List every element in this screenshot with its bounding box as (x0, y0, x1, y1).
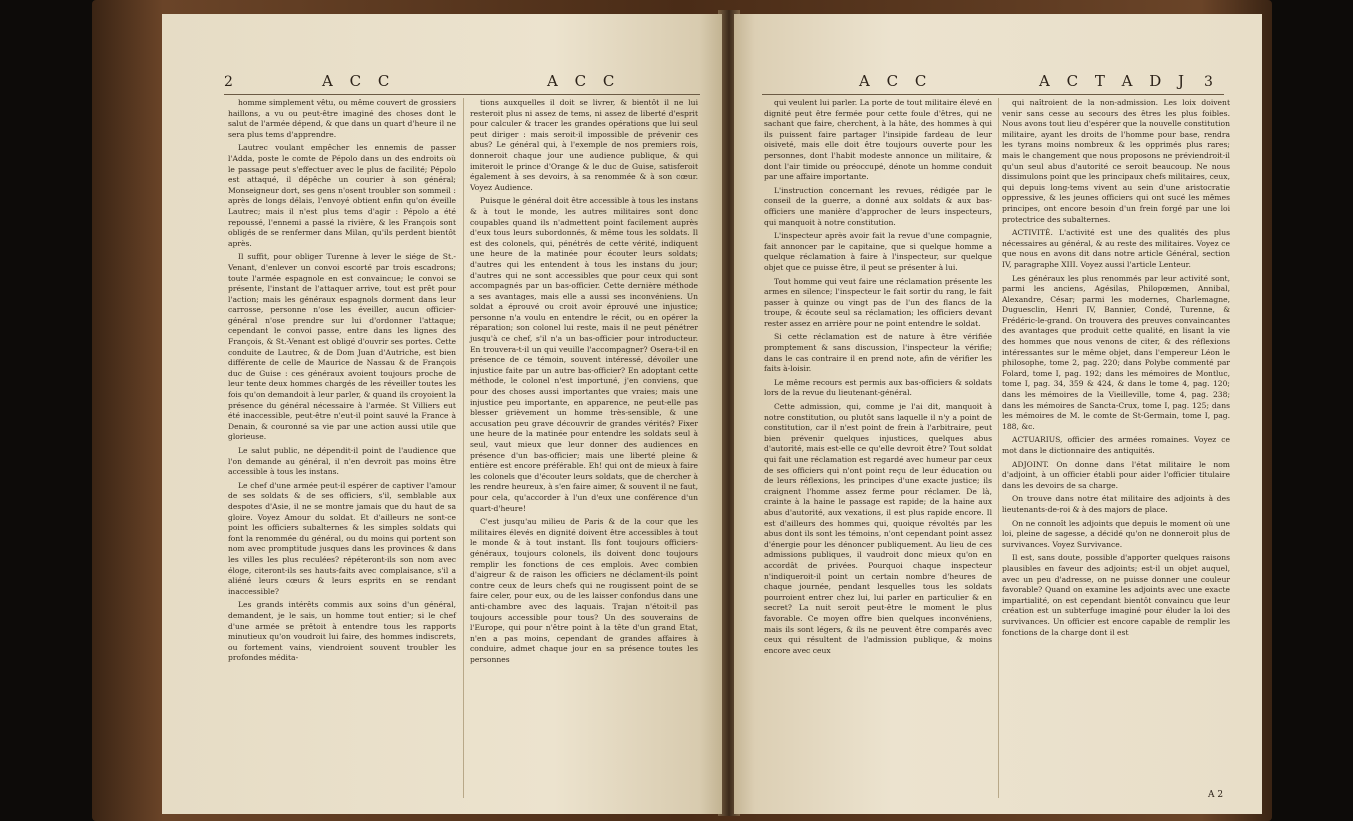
paragraph: Puisque le général doit être accessible à tous les instans & à tout le monde, les autres militaires sont donc coupables quand ils n'admettent point facilement auprès d'eux tous leurs subordonnés, & même tous les soldats. Il est des colonels, qui, pénétrés de cette vérité, indiquent une heure de la matinée pour écouter leurs soldats; d'autres qui les entendent à tous les instans du jour; d'autres qui ne sont accessibles que pour ceux qui sont accompagnés par un bas-officier. Cette dernière méthode a ses avantages, mais elle a aussi ses inconvéniens. Un soldat a éprouvé ou croit avoir éprouvé une injustice; personne n'a voulu en entendre le récit, ou en opérer la réparation; son colonel lui reste, mais il ne peut pénétrer jusqu'à ce chef, s'il n'a un bas-officier pour introducteur. En trouvera-t-il un qui veuille l'accompagner? Osera-t-il en présence de ce témoin, souvent intéressé, dévoiler une injustice faite par un autre bas-officier? En adoptant cette méthode, le colonel n'est importuné, j'en conviens, que pour des choses aussi importantes que vraies; mais une injustice peu importante, en apparence, ne peut-elle pas blesser grièvement un homme très-sensible, & une accusation peu grave découvrir de grandes vérités? Fixer une heure de la matinée pour entendre les soldats seul à seul, vaut mieux que leur donner des audiences en présence d'un bas-officier; mais une liberté pleine & entière est encore préférable. Eh! qui ont de mieux à faire les colonels que d'écouter leurs soldats, que de chercher à les rendre heureux, à s'en faire aimer, & souvent il ne faut, pour cela, qu'accorder à l'un d'eux une conférence d'un quart-d'heure! (470, 196, 699, 513)
paragraph: Il est, sans doute, possible d'apporter quelques raisons plausibles en faveur des adjoints; est-il un objet auquel, avec un peu d'adresse, on ne puisse donner une couleur favorable? Quand on examine les adjoints avec une exacte impartialité, on est cependant bientôt convaincu que leur création est un subterfuge imaginé pour éluder la loi des survivances. Un officier est encore capable de remplir les fonctions de la charge dont il est (1002, 553, 1230, 637)
paragraph: qui naîtroient de la non-admission. Les loix doivent venir sans cesse au secours des êtres les plus foibles. Nous avons tout lieu d'espérer que la nouvelle constitution militaire, ayant les droits de l'homme pour base, rendra les tyrans moins nombreux & les opprimés plus rares; mais le changement que nous proposons ne préviendroit-il qu'un seul abus d'autorité ce seroit beaucoup. Ne nous dissimulons point que les principaux chefs militaires, ceux, qui depuis long-tems vivent au sein d'une aristocratie oppressive, & les jeunes officiers qui ont sucé les mêmes principes, ont encore besoin d'un frein forgé par une loi protectrice des subalternes. (1002, 98, 1230, 224)
text-column-2 (1002, 98, 1230, 641)
paragraph: Cette admission, qui, comme je l'ai dit, manquoit à notre constitution, ou plutôt sans laquelle il n'y a point de constitution, car il n'est point de frein à l'arbitraire, peut bien prévenir quelques injustices, quelques abus d'autorité, mais est-elle ce qu'elle devroit être? Tout soldat qui fait une réclamation est regardé avec humeur par ceux de ses officiers qui n'ont point reçu de leur éducation ou de leurs réflexions, les principes d'une exacte justice; ils craignent l'homme assez ferme pour réclamer. De là, crainte à la haine le passage est rapide; de la haine aux abus d'autorité, aux vexations, il est plus rapide encore. Il est d'ailleurs des hommes qui, quoique révoltés par les abus dont ils sont les témoins, n'ont cependant point assez d'énergie pour les dénoncer publiquement. Au lieu de ces admissions publiques, il vaudroit donc mieux qu'on en accordât de privées. Pourquoi chaque inspecteur n'indiqueroit-il point un certain nombre d'heures de chaque journée, pendant lesquelles tous les soldats pourroient entrer chez lui, lui parler en particulier & en secret? La nuit seroit peut-être le moment le plus favorable. Ce moyen offre bien quelques inconvéniens, mais ils sont légers, & ils ne peuvent être comparés avec ceux qui résultent de l'admission publique, & moins encore avec ceux (764, 402, 992, 655)
running-head-left: A C C (859, 72, 933, 90)
paragraph: Tout homme qui veut faire une réclamation présente les armes en silence; l'inspecteur le fait sortir du rang, le fait passer à quinze ou vingt pas de l'un des flancs de la troupe, & écoute seul sa réclamation; les officiers devant rester assez en arrière pour ne point entendre le soldat. (764, 276, 992, 328)
paragraph: Le même recours est permis aux bas-officiers & soldats lors de la revue du lieutenant-général. (764, 377, 992, 398)
column-divider (463, 98, 464, 798)
header-rule (762, 94, 1224, 95)
paragraph: On ne connoît les adjoints que depuis le moment où une loi, pleine de sagesse, a décidé qu'on ne donneroit plus de survivances. Voyez Survivance. (1002, 518, 1230, 549)
paragraph: ACTIVITÉ. L'activité est une des qualités des plus nécessaires au général, & au reste des militaires. Voyez ce que nous en avons dit dans notre article Général, section IV, paragraphe XIII. Voyez aussi l'article Lenteur. (1002, 228, 1230, 269)
paragraph: tions auxquelles il doit se livrer, & bientôt il ne lui resteroit plus ni assez de tems, ni assez de liberté d'esprit pour calculer & tracer les grandes opérations que lui seul peut diriger : mais seroit-il impossible de prévenir ces abus? Le général qui, à l'exemple de nos premiers rois, donneroit chaque jour une audience publique, & qui imiteroit le prince d'Orange & le duc de Guise, satisferoit également à ses devoirs, à sa renommée & à son cœur. Voyez Audience. (470, 98, 698, 192)
paragraph: Le salut public, ne dépendit-il point de l'audience que l'on demande au général, il n'en devroit pas moins être accessible à tous les instans. (228, 446, 456, 477)
running-head-right: A C C (547, 72, 621, 90)
page-number: 2 (224, 74, 233, 90)
header-rule (224, 94, 700, 95)
paragraph: ACTUARIUS, officier des armées romaines. Voyez ce mot dans le dictionnaire des antiquités. (1002, 435, 1230, 455)
paragraph: homme simplement vêtu, ou même couvert de grossiers haillons, a vu ou peut-être imaginé des choses dont le salut de l'armée dépend, & que dans un quart d'heure il ne sera plus tems d'apprendre. (228, 98, 456, 139)
paragraph: L'inspecteur après avoir fait la revue d'une compagnie, fait annoncer par le capitaine, que si quelque homme a quelque réclamation à faire à l'inspecteur, sur quelque objet que ce puisse être, il peut se présenter à lui. (764, 231, 992, 272)
right-page (734, 14, 1262, 814)
paragraph: Les généraux les plus renommés par leur activité sont, parmi les anciens, Agésilas, Philopœmen, Annibal, Alexandre, César; parmi les modernes, Charlemagne, Duguesclin, Henri IV, Bannier, Condé, Turenne, & Frédéric-le-grand. On trouvera des preuves convaincantes des avantages que produit cette qualité, en lisant la vie des hommes que nous venons de citer, & des réflexions intéressantes sur le même objet, dans l'empereur Léon le philosophe, tome 2, pag. 220; dans Polybe commenté par Folard, tome I, pag. 192; dans les mémoires de Montluc, tome I, pag. 34, 359 & 424, & dans le tome 4, pag. 120; dans les mémoires de la Vieilleville, tome 4, pag. 238; dans les mémoires de Sancta-Crux, tome I, pag. 125; dans les mémoires de M. le comte de St-Germain, tome I, pag. 188, &c. (1002, 273, 1230, 431)
printer-signature: A 2 (1208, 790, 1224, 800)
paragraph: C'est jusqu'au milieu de Paris & de la cour que les militaires élevés en dignité doivent être accessibles à tout le monde & à tout instant. Ils font toujours officiers-généraux, toujours colonels, ils doivent donc toujours remplir les fonctions de ces emplois. Avec combien d'aigreur & de raison les officiers ne déclament-ils point contre ceux de leurs chefs qui ne rougissent point de se faire celer, pour eux, ou de les laisser confondus dans une anti-chambre avec des laquais. Trajan n'étoit-il pas toujours accessible pour tous? Un des souverains de l'Europe, qui pour n'être point à la tête d'un grand Etat, n'en a pas moins, cependant de grandes affaires à conduire, admet chaque jour en sa présence toutes les personnes (470, 517, 698, 664)
paragraph: Si cette réclamation est de nature à être vérifiée promptement & sans discussion, l'inspecteur la vérifie; dans le cas contraire il en prend note, afin de vérifier les faits à-loisir. (764, 332, 992, 374)
paragraph: L'instruction concernant les revues, rédigée par le conseil de la guerre, a donné aux soldats & aux bas-officiers une manière d'approcher de leurs inspecteurs, qui manquoit à notre constitution. (764, 185, 992, 227)
paragraph: On trouve dans notre état militaire des adjoints à des lieutenants-de-roi & à des majors de place. (1002, 494, 1230, 514)
page-number: 3 (1204, 74, 1213, 90)
paragraph: Lautrec voulant empêcher les ennemis de passer l'Adda, poste le comte de Pépolo dans un des endroits où le passage peut s'effectuer avec le plus de facilité; Pépolo est attaqué, il dépêche un courier à son général; Monseigneur dort, ses gens n'osent troubler son sommeil : après de longs délais, l'envoyé obtient enfin qu'on éveille Lautrec; mais il n'est plus tems d'agir : Pépolo a été repoussé, l'ennemi a passé la rivière, & les François sont obligés de se renfermer dans Milan, qu'ils perdent bientôt après. (228, 143, 456, 248)
left-page (162, 14, 722, 814)
paragraph: ADJOINT. On donne dans l'état militaire le nom d'adjoint, à un officier établi pour aider l'officier titulaire dans les devoirs de sa charge. (1002, 459, 1230, 490)
paragraph: qui veulent lui parler. La porte de tout militaire élevé en dignité peut être fermée pour cette foule d'êtres, qui ne sachant que faire, cherchent, à la hâte, des hommes à qui ils puissent faire partager l'insipide fardeau de leur oisiveté, mais elle doit être toujours ouverte pour les personnes, dont l'habit modeste annonce un militaire, & dont l'air timide ou préoccupé, dénote un homme conduit par une affaire importante. (764, 98, 992, 182)
running-head-left: A C C (322, 72, 396, 90)
paragraph: Le chef d'une armée peut-il espérer de captiver l'amour de ses soldats & de ses officiers, s'il, semblable aux despotes d'Asie, il ne se montre jamais que du haut de sa gloire. Voyez Amour du soldat. Et d'ailleurs ne sont-ce point les officiers subalternes & les simples soldats qui font la renommée du général, ou du moins qui portent son nom avec promptitude jusques dans les provinces & dans les villes les plus reculées? répéteront-ils son nom avec éloge, citeront-ils ses hauts-faits avec complaisance, s'il a aliéné leurs cœurs & leurs esprits en se rendant inaccessible? (228, 480, 456, 596)
text-column-1 (764, 98, 992, 659)
running-head-right: A C T A D J (1039, 72, 1191, 90)
text-column-2 (470, 98, 698, 668)
paragraph: Il suffit, pour obliger Turenne à lever le siége de St.-Venant, d'enlever un convoi escorté par trois escadrons; toute l'armée espagnole en est convaincue; le convoi se présente, l'instant de l'attaquer arrive, tout est prêt pour l'action; mais les généraux espagnols dorment dans leur carrosse, personne n'ose les éveiller, aucun officier-général n'ose prendre sur lui d'ordonner l'attaque; cependant le convoi passe, entre dans les lignes des François, & St.-Venant est obligé d'ouvrir ses portes. Cette conduite de Lautrec, & de Dom Juan d'Autriche, est bien différente de celle de Maurice de Nassau & de François duc de Guise : ces généraux avoient toujours proche de leur tente deux hommes chargés de les réveiller toutes les fois qu'on demandoit à leur parler, & quand ils croyoient la présence du général nécessaire à l'armée. St Villiers eut été inaccessible, peut-être n'eut-il point sauvé la France à Denain, & couronné sa vie par une action aussi utile que glorieuse. (228, 252, 456, 442)
text-column-1 (228, 98, 456, 667)
paragraph: Les grands intérêts commis aux soins d'un général, demandent, je le sais, un homme tout entier; si le chef d'une armée se prêtoit à entendre tous les rapports minutieux qu'on voudroit lui faire, des hommes indiscrets, ou fortement vains, viendroient souvent troubler les profondes médita- (228, 600, 456, 663)
column-divider (998, 98, 999, 798)
